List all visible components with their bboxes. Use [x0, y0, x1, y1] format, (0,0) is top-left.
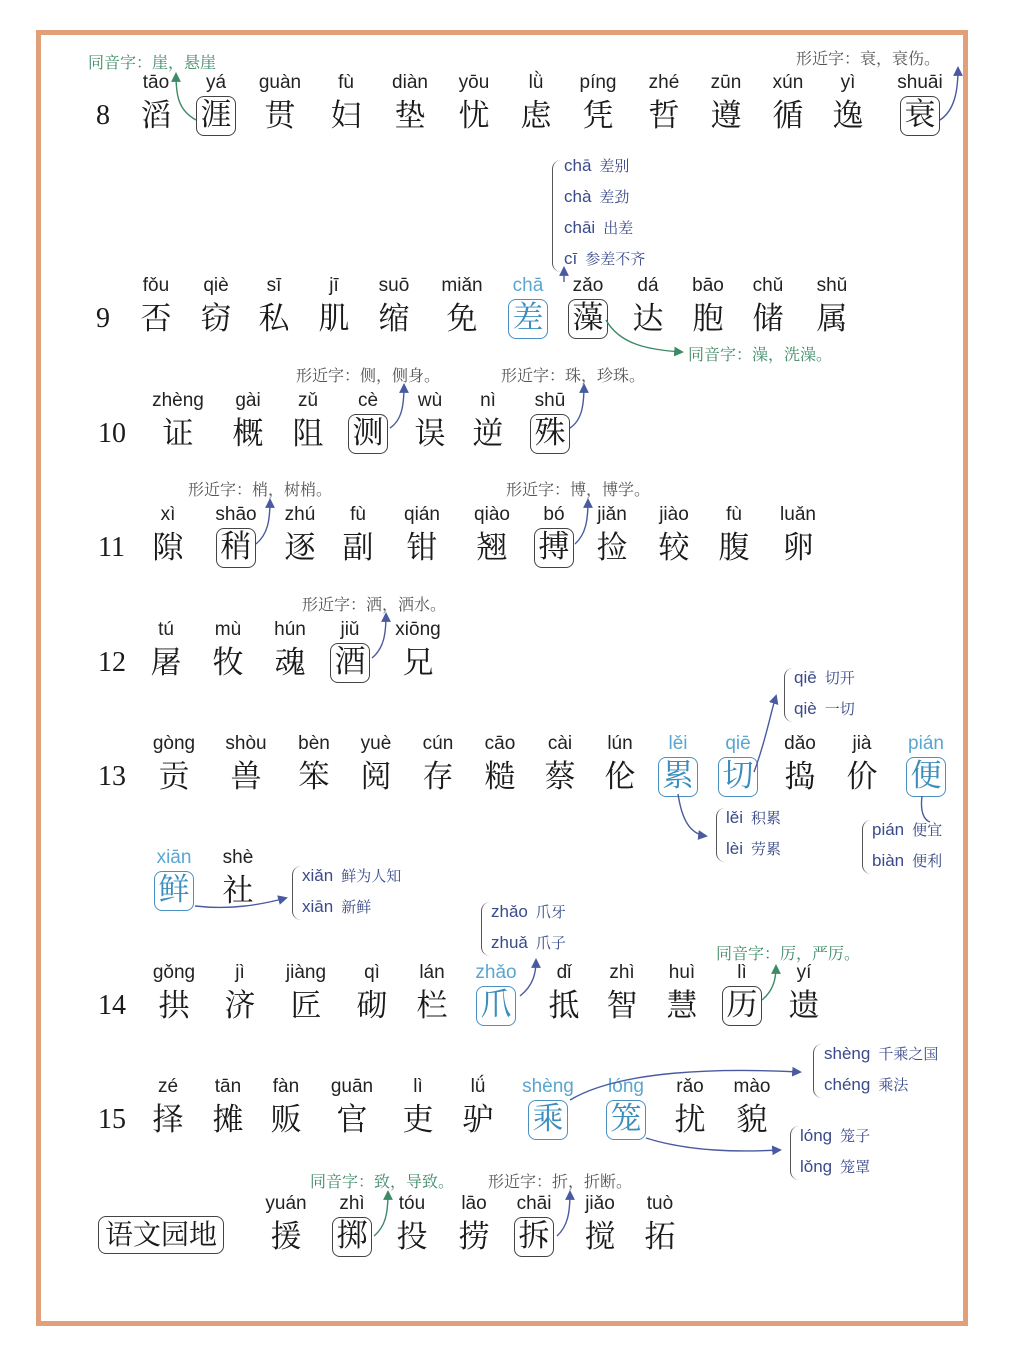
hanzi: 概	[232, 416, 264, 452]
note-10-similar-a: 形近字：侧，侧身。	[296, 366, 441, 385]
hanzi: 存	[422, 759, 454, 795]
hanzi: 捣	[784, 759, 816, 795]
hanzi: 社	[222, 873, 254, 909]
polyphone-pinyin: chà	[564, 187, 592, 206]
hanzi: 贯	[264, 98, 296, 134]
pinyin: gài	[235, 390, 261, 411]
pinyin: yuè	[360, 733, 392, 754]
pinyin: lì	[413, 1076, 423, 1097]
hanzi: 屠	[150, 645, 182, 681]
polyphone-word: 切开	[824, 669, 855, 687]
pinyin: huì	[668, 962, 696, 983]
hanzi: 卵	[782, 530, 814, 566]
pinyin: gǒng	[152, 962, 196, 983]
garden-label: 语文园地	[98, 1216, 224, 1254]
hanzi: 测	[348, 414, 388, 454]
pinyin: chāi	[516, 1193, 552, 1214]
hanzi: 牧	[212, 645, 244, 681]
pinyin: dǎo	[784, 733, 816, 754]
hanzi: 缩	[378, 301, 410, 337]
pinyin: tuò	[646, 1193, 674, 1214]
note-garden-homophone: 同音字：致，导致。	[310, 1172, 455, 1191]
pinyin: shuāi	[897, 72, 943, 93]
pinyin: chā	[512, 275, 544, 296]
hanzi: 隙	[152, 530, 184, 566]
lesson-number: 9	[96, 303, 110, 334]
pinyin: bāo	[692, 275, 724, 296]
pinyin: yōu	[458, 72, 490, 93]
hanzi: 鲜	[154, 871, 194, 911]
hanzi: 妇	[330, 98, 362, 134]
pinyin: jiǔ	[340, 619, 360, 640]
hanzi: 稍	[216, 528, 256, 568]
hanzi: 历	[722, 986, 762, 1026]
note-8-homophone: 同音字：崖，悬崖	[88, 53, 217, 72]
pinyin: zhǎo	[475, 962, 517, 983]
hanzi: 误	[414, 416, 446, 452]
pinyin: qián	[404, 504, 440, 525]
hanzi: 砌	[356, 988, 388, 1024]
hanzi: 阅	[360, 759, 392, 795]
hanzi: 笨	[298, 759, 330, 795]
hanzi: 翘	[476, 530, 508, 566]
hanzi: 切	[718, 757, 758, 797]
pinyin: guān	[330, 1076, 374, 1097]
hanzi: 贡	[158, 759, 190, 795]
pinyin: fù	[350, 504, 366, 525]
lesson-number: 11	[98, 532, 125, 563]
hanzi: 蔡	[544, 759, 576, 795]
pinyin: lāo	[461, 1193, 487, 1214]
pinyin: dá	[637, 275, 659, 296]
pinyin: shèng	[522, 1076, 574, 1097]
hanzi: 钳	[406, 530, 438, 566]
hanzi: 兄	[402, 645, 434, 681]
pinyin: tāo	[142, 72, 170, 93]
pinyin: shè	[222, 847, 254, 868]
lesson-number: 10	[98, 418, 126, 449]
hanzi: 捞	[458, 1219, 490, 1255]
polyphone-pinyin: lěi	[726, 808, 744, 827]
hanzi: 逸	[832, 98, 864, 134]
polyphone-pinyin: biàn	[872, 851, 905, 870]
pinyin: tóu	[398, 1193, 426, 1214]
polyphone-word: 一切	[824, 700, 855, 718]
pinyin: zé	[157, 1076, 179, 1097]
hanzi: 捡	[596, 530, 628, 566]
hanzi: 扰	[674, 1102, 706, 1138]
pinyin: cài	[547, 733, 573, 754]
pinyin: lóng	[608, 1076, 644, 1097]
hanzi: 乘	[528, 1100, 568, 1140]
note-8-similar: 形近字：衰，衰伤。	[796, 49, 941, 68]
pinyin: bó	[543, 504, 565, 525]
hanzi: 拆	[514, 1217, 554, 1257]
hanzi: 哲	[648, 98, 680, 134]
hanzi: 慧	[666, 988, 698, 1024]
hanzi: 伦	[604, 759, 636, 795]
note-14-homophone: 同音字：厉，严厉。	[716, 944, 861, 963]
hanzi: 较	[658, 530, 690, 566]
pinyin: lán	[419, 962, 445, 983]
hanzi: 便	[906, 757, 946, 797]
polyphone-pinyin: zhǎo	[491, 902, 528, 921]
pinyin: fàn	[272, 1076, 300, 1097]
hanzi: 搅	[584, 1219, 616, 1255]
pinyin: shū	[534, 390, 566, 411]
polyphone-pinyin: chā	[564, 156, 592, 175]
hanzi: 爪	[476, 986, 516, 1026]
hanzi: 忧	[458, 98, 490, 134]
polyphone-pinyin: cī	[564, 249, 578, 268]
polyphone-word: 爪牙	[535, 903, 566, 921]
polyphone-word: 参差不齐	[585, 250, 646, 268]
hanzi: 累	[658, 757, 698, 797]
pinyin: sī	[266, 275, 282, 296]
pinyin: shǔ	[816, 275, 848, 296]
hanzi: 遵	[710, 98, 742, 134]
pinyin: jì	[235, 962, 245, 983]
pinyin: mào	[733, 1076, 771, 1097]
polyphone-pinyin: shèng	[824, 1044, 871, 1063]
pinyin: yá	[205, 72, 227, 93]
lesson-number: 12	[98, 647, 126, 678]
note-11-similar-b: 形近字：博，博学。	[506, 480, 651, 499]
hanzi: 属	[816, 301, 848, 337]
pinyin: cè	[357, 390, 379, 411]
hanzi: 贩	[270, 1102, 302, 1138]
hanzi: 官	[336, 1102, 368, 1138]
hanzi: 匠	[290, 988, 322, 1024]
pinyin: zhì	[609, 962, 635, 983]
hanzi: 涯	[196, 96, 236, 136]
polyphone-word: 积累	[751, 809, 782, 827]
pinyin: rǎo	[676, 1076, 704, 1097]
pinyin: píng	[579, 72, 617, 93]
note-12-similar: 形近字：洒，洒水。	[302, 595, 447, 614]
pinyin: jià	[852, 733, 872, 754]
hanzi: 藻	[568, 299, 608, 339]
pinyin: lǘ	[470, 1076, 486, 1097]
hanzi: 殊	[530, 414, 570, 454]
pinyin: yì	[840, 72, 856, 93]
polyphone-word: 出差	[603, 219, 634, 237]
hanzi: 择	[152, 1102, 184, 1138]
hanzi: 差	[508, 299, 548, 339]
hanzi: 虑	[520, 98, 552, 134]
polyphone-pinyin: lóng	[800, 1126, 833, 1145]
pinyin: shāo	[215, 504, 257, 525]
hanzi: 逐	[284, 530, 316, 566]
hanzi: 否	[140, 301, 172, 337]
hanzi: 搏	[534, 528, 574, 568]
pinyin: pián	[908, 733, 944, 754]
pinyin: shòu	[225, 733, 267, 754]
hanzi: 逆	[472, 416, 504, 452]
hanzi: 私	[258, 301, 290, 337]
polyphone-pinyin: lǒng	[800, 1157, 833, 1176]
pinyin: zhé	[648, 72, 680, 93]
hanzi: 貌	[736, 1102, 768, 1138]
note-10-similar-b: 形近字：珠，珍珠。	[501, 366, 646, 385]
hanzi: 援	[270, 1219, 302, 1255]
hanzi: 吏	[402, 1102, 434, 1138]
hanzi: 糙	[484, 759, 516, 795]
pinyin: zhèng	[152, 390, 204, 411]
pinyin: dǐ	[556, 962, 572, 983]
polyphone-pinyin: xiǎn	[302, 866, 334, 885]
pinyin: zūn	[710, 72, 742, 93]
hanzi: 窃	[200, 301, 232, 337]
pinyin: suō	[378, 275, 410, 296]
polyphone-word: 笼罩	[840, 1158, 871, 1176]
hanzi: 凭	[582, 98, 614, 134]
pinyin: fǒu	[142, 275, 170, 296]
hanzi: 证	[162, 416, 194, 452]
hanzi: 储	[752, 301, 784, 337]
pinyin: jī	[329, 275, 339, 296]
pinyin: mù	[214, 619, 242, 640]
hanzi: 驴	[462, 1102, 494, 1138]
pinyin: zhì	[339, 1193, 365, 1214]
polyphone-pinyin: lèi	[726, 839, 744, 858]
polyphone-word: 鲜为人知	[341, 867, 402, 885]
polyphone-word: 差劲	[599, 188, 630, 206]
hanzi: 垫	[394, 98, 426, 134]
pinyin: fù	[338, 72, 354, 93]
polyphone-word: 笼子	[840, 1127, 871, 1145]
polyphone-pinyin: chéng	[824, 1075, 871, 1094]
pinyin: lì	[737, 962, 747, 983]
polyphone-pinyin: pián	[872, 820, 905, 839]
polyphone-word: 乘法	[878, 1076, 909, 1094]
pinyin: guàn	[258, 72, 302, 93]
polyphone-word: 劳累	[751, 840, 782, 858]
polyphone-word: 新鲜	[341, 898, 372, 916]
hanzi: 抵	[548, 988, 580, 1024]
pinyin: wù	[417, 390, 443, 411]
polyphone-pinyin: qiè	[794, 699, 817, 718]
polyphone-word: 差别	[599, 157, 630, 175]
note-9-homophone: 同音字：澡，洗澡。	[688, 345, 833, 364]
polyphone-word: 便利	[912, 852, 943, 870]
pinyin: zǎo	[572, 275, 604, 296]
pinyin: xì	[160, 504, 176, 525]
pinyin: yí	[796, 962, 812, 983]
note-11-similar-a: 形近字：梢，树梢。	[188, 480, 333, 499]
hanzi: 阻	[292, 416, 324, 452]
polyphone-pinyin: chāi	[564, 218, 596, 237]
pinyin: cún	[422, 733, 454, 754]
pinyin: xiōng	[395, 619, 441, 640]
lesson-number: 14	[98, 990, 126, 1021]
pinyin: qiè	[203, 275, 229, 296]
pinyin: zhú	[284, 504, 316, 525]
hanzi: 智	[606, 988, 638, 1024]
hanzi: 拱	[158, 988, 190, 1024]
hanzi: 魂	[274, 645, 306, 681]
pinyin: jiǎn	[597, 504, 627, 525]
hanzi: 副	[342, 530, 374, 566]
pinyin: miǎn	[441, 275, 483, 296]
pinyin: nì	[480, 390, 496, 411]
polyphone-pinyin: qiē	[794, 668, 817, 687]
pinyin: yuán	[265, 1193, 307, 1214]
pinyin: fù	[726, 504, 742, 525]
hanzi: 免	[446, 301, 478, 337]
pinyin: bèn	[298, 733, 330, 754]
hanzi: 循	[772, 98, 804, 134]
pinyin: xiān	[156, 847, 192, 868]
hanzi: 腹	[718, 530, 750, 566]
hanzi: 滔	[140, 98, 172, 134]
lesson-number: 8	[96, 100, 110, 131]
pinyin: lěi	[668, 733, 688, 754]
polyphone-pinyin: zhuǎ	[491, 933, 528, 952]
hanzi: 栏	[416, 988, 448, 1024]
pinyin: jiào	[659, 504, 689, 525]
pinyin: qì	[364, 962, 380, 983]
hanzi: 胞	[692, 301, 724, 337]
lesson-number: 13	[98, 761, 126, 792]
hanzi: 拓	[644, 1219, 676, 1255]
lesson-number: 15	[98, 1104, 126, 1135]
polyphone-word: 便宜	[912, 821, 943, 839]
hanzi: 肌	[318, 301, 350, 337]
pinyin: gòng	[152, 733, 196, 754]
hanzi: 衰	[900, 96, 940, 136]
pinyin: xún	[772, 72, 804, 93]
pinyin: lǜ	[528, 72, 544, 93]
polyphone-word: 千乘之国	[878, 1045, 939, 1063]
pinyin: tān	[214, 1076, 242, 1097]
hanzi: 酒	[330, 643, 370, 683]
pinyin: tú	[158, 619, 174, 640]
hanzi: 笼	[606, 1100, 646, 1140]
hanzi: 投	[396, 1219, 428, 1255]
hanzi: 掷	[332, 1217, 372, 1257]
hanzi: 济	[224, 988, 256, 1024]
hanzi: 遗	[788, 988, 820, 1024]
pinyin: qiē	[725, 733, 751, 754]
hanzi: 摊	[212, 1102, 244, 1138]
pinyin: jiàng	[285, 962, 327, 983]
pinyin: luǎn	[780, 504, 816, 525]
pinyin: chǔ	[752, 275, 784, 296]
pinyin: zǔ	[297, 390, 319, 411]
polyphone-word: 爪子	[535, 934, 566, 952]
pinyin: jiǎo	[585, 1193, 615, 1214]
pinyin: diàn	[392, 72, 428, 93]
note-garden-similar: 形近字：折，折断。	[488, 1172, 633, 1191]
hanzi: 达	[632, 301, 664, 337]
polyphone-pinyin: xiān	[302, 897, 334, 916]
pinyin: qiào	[474, 504, 510, 525]
pinyin: lún	[607, 733, 633, 754]
hanzi: 价	[846, 759, 878, 795]
pinyin: cāo	[484, 733, 516, 754]
pinyin: hún	[274, 619, 306, 640]
hanzi: 兽	[230, 759, 262, 795]
